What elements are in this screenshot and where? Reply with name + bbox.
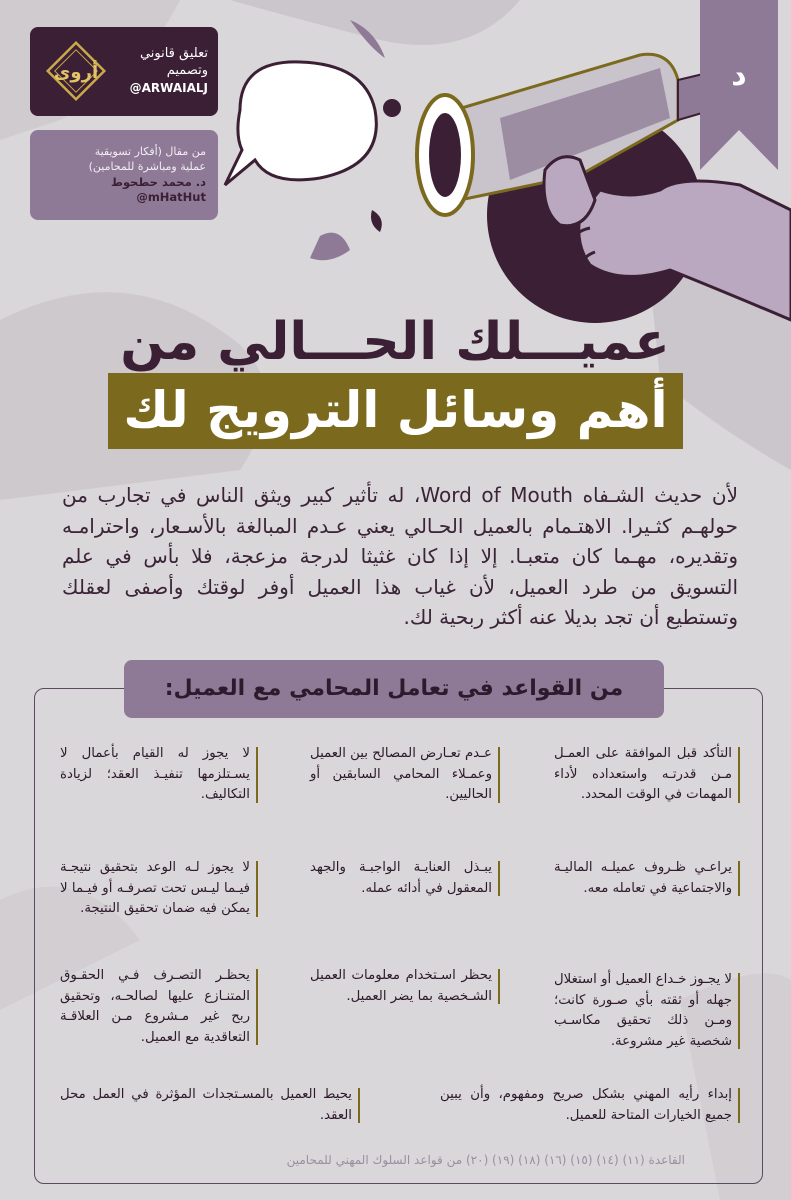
rule-item: يحظـر التصـرف فـي الحقـوق المتنـازع عليها لصالحـه، وتحقيق ربح غير مـشروع مـن العلاقـة التعاقدية مع العميل.	[60, 966, 258, 1048]
rule-item: يحظر اسـتخدام معلومات العميل الشـخصية بما يضر العميل.	[310, 966, 500, 1007]
rule-item: يحيط العميل بالمسـتجدات المؤثرة في العمل محل العقد.	[60, 1085, 360, 1126]
rules-footer-note: القاعدة (١١) (١٤) (١٥) (١٦) (١٨) (١٩) (٢٠) من قواعد السلوك المهني للمحامين	[286, 1153, 685, 1167]
svg-text:ﺃﺭﻭﻯ: ﺃﺭﻭﻯ	[53, 62, 99, 83]
rule-item: التأكد قبل الموافقة على العمـل مـن قدرتـه واستعداده لأداء المهمات في الوقت المحدد.	[554, 744, 740, 806]
source-line-1: من مقال (أفكار تسويقية	[94, 145, 206, 158]
intro-paragraph: لأن حديث الشـفاه Word of Mouth، له تأثير كبير ويثق الناس في تجارب من حولهـم كثـيرا. الاهتـمام بالعميل الحـالي يعني عـدم المبالغة بالأسـعار، واحترامـه وتقديره، مهـما كان متعبـا. إلا إذا كان غثيثا لدرجة مزعجة، فلا بأس في علم التسويق من طرد العميل، لأن غياب هذا العميل أوفر لوقتك وأصفى لعقلك وتستطيع أن تجد بديلا عنه أكثر ربحية لك.	[62, 483, 738, 629]
rule-item: لا يجوز له القيام بأعمال لا يسـتلزمها تنفيـذ العقد؛ لزيادة التكاليف.	[60, 744, 258, 806]
source-handle[interactable]: @mHatHut	[136, 190, 206, 204]
page-title-line-2: أهم وسائل الترويج لك	[123, 381, 668, 439]
rule-item: لا يجـوز خـداع العميل أو استغلال جهله أو ثقته بأي صـورة كانت؛ ومـن ذلك تحقيق مكاسـب شخصية غير مشروعة.	[554, 970, 740, 1052]
source-line-2: عملية ومباشرة للمحامين)	[88, 160, 206, 173]
rule-item: يراعـي ظـروف عميلـه الماليـة والاجتماعية في تعامله معه.	[554, 858, 740, 899]
brand-handle[interactable]: @ARWAIALJ	[129, 81, 208, 95]
rule-item: إبداء رأيه المهني بشكل صريح ومفهوم، وأن يبين جميع الخيارات المتاحة للعميل.	[440, 1085, 740, 1126]
brand-box	[30, 27, 218, 116]
brand-line-2: وتصميم	[166, 63, 208, 78]
page-title-line-1: عميـــلك الحـــالي من	[120, 312, 670, 372]
rule-item: عـدم تعـارض المصالح بين العميل وعمـلاء المحامي السابقين أو الحاليين.	[310, 744, 500, 806]
source-author: د. محمد حطحوط	[111, 175, 206, 189]
rules-title: من القواعد في تعامل المحامي مع العميل:	[164, 676, 624, 701]
rule-item: يبـذل العنايـة الواجبـة والجهد المعقول في أدائه عمله.	[310, 858, 500, 899]
rule-item: لا يجوز لـه الوعد بتحقيق نتيجـة فيـما ليـس تحت تصرفـه أو فيـما لا يمكن فيه ضمان تحقيق النتيجة.	[60, 858, 258, 920]
source-box	[30, 130, 218, 220]
bookmark-letter: د	[731, 58, 747, 93]
brand-line-1: تعليق قانوني	[139, 46, 208, 61]
